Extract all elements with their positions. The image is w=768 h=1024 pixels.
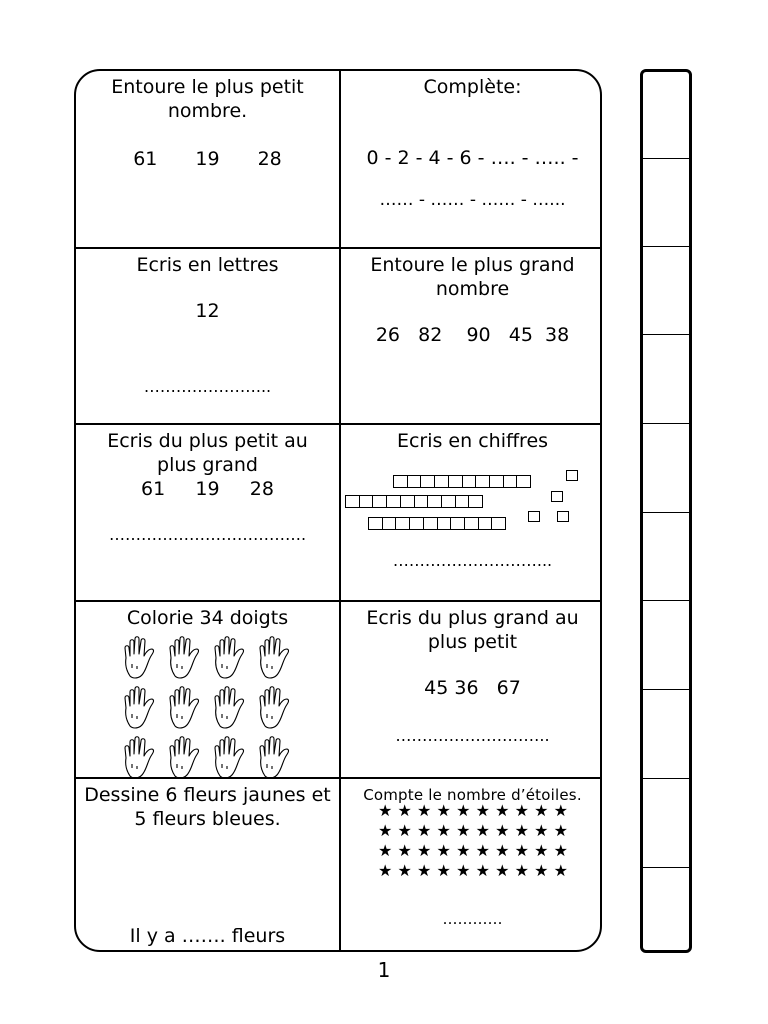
star-icon: ★	[456, 821, 471, 840]
score-divider	[643, 158, 689, 159]
tens-bar	[368, 517, 506, 530]
hand-icon[interactable]	[164, 636, 204, 680]
star-icon: ★	[553, 821, 568, 840]
answer-line[interactable]: …………………...	[143, 377, 272, 396]
star-icon: ★	[475, 821, 490, 840]
star-icon: ★	[475, 841, 490, 860]
answer-line[interactable]: …………	[442, 910, 503, 928]
star-icon: ★	[514, 801, 529, 820]
star-icon: ★	[553, 861, 568, 880]
exercise-title: Colorie 34 doigts	[126, 607, 289, 629]
hand-icon[interactable]	[254, 686, 294, 730]
answer-line[interactable]: Il y a ……. fleurs	[129, 925, 286, 947]
star-icon: ★	[475, 801, 490, 820]
star-icon: ★	[397, 801, 412, 820]
number-to-write: 12	[195, 300, 220, 322]
star-icon: ★	[475, 861, 490, 880]
star-icon: ★	[378, 821, 393, 840]
star-icon: ★	[534, 821, 549, 840]
sequence-line[interactable]: 0 - 2 - 4 - 6 - …. - ….. -	[366, 147, 579, 169]
star-icon: ★	[417, 801, 432, 820]
hand-icon[interactable]	[119, 636, 159, 680]
star-icon: ★	[514, 861, 529, 880]
hand-icon[interactable]	[209, 736, 249, 780]
star-icon: ★	[534, 801, 549, 820]
hand-icon[interactable]	[254, 736, 294, 780]
answer-line[interactable]: ………………………...	[392, 551, 553, 570]
stars-block	[378, 801, 568, 881]
exercise-sort-ascending	[76, 429, 339, 547]
exercise-title: Dessine 6 fleurs jaunes et 5 fleurs bleues.	[84, 784, 331, 830]
score-divider	[643, 867, 689, 868]
exercise-title: Entoure le plus grand nombre	[370, 254, 575, 300]
tens-bar	[345, 495, 483, 508]
exercise-sort-descending	[341, 606, 604, 748]
score-divider	[643, 778, 689, 779]
star-row	[378, 841, 568, 861]
exercise-write-in-digits	[341, 429, 604, 599]
star-icon: ★	[417, 861, 432, 880]
star-row	[378, 861, 568, 881]
star-icon: ★	[436, 821, 451, 840]
score-divider	[643, 689, 689, 690]
exercise-title: Ecris du plus petit au plus grand	[107, 430, 308, 476]
hand-icon[interactable]	[119, 736, 159, 780]
answer-line[interactable]: ……………………………….	[108, 525, 307, 544]
star-icon: ★	[495, 801, 510, 820]
page-number: 1	[377, 958, 391, 982]
hand-icon[interactable]	[119, 686, 159, 730]
exercise-color-fingers	[76, 606, 339, 776]
hand-icon[interactable]	[209, 686, 249, 730]
star-icon: ★	[436, 801, 451, 820]
numbers-to-sort: 61 19 28	[141, 478, 274, 500]
score-divider	[643, 512, 689, 513]
score-column	[640, 69, 692, 953]
hand-icon[interactable]	[164, 686, 204, 730]
star-row	[378, 801, 568, 821]
exercise-write-in-letters	[76, 253, 339, 399]
score-divider	[643, 246, 689, 247]
star-icon: ★	[514, 841, 529, 860]
star-icon: ★	[436, 841, 451, 860]
star-icon: ★	[378, 861, 393, 880]
number-option[interactable]: 28	[257, 148, 282, 170]
exercise-title: Ecris en lettres	[136, 254, 279, 276]
exercise-largest-number	[341, 253, 604, 347]
star-icon: ★	[534, 841, 549, 860]
score-divider	[643, 423, 689, 424]
score-divider	[643, 334, 689, 335]
exercise-smallest-number	[76, 75, 339, 171]
star-icon: ★	[495, 841, 510, 860]
tens-bar	[393, 475, 531, 488]
unit-cube	[566, 470, 578, 481]
numbers-to-sort: 45 36 67	[424, 677, 521, 699]
row-divider	[76, 600, 600, 602]
exercise-title: Ecris du plus grand au plus petit	[366, 607, 579, 653]
star-icon: ★	[378, 841, 393, 860]
exercise-complete-sequence	[341, 75, 604, 212]
star-icon: ★	[397, 861, 412, 880]
star-icon: ★	[553, 801, 568, 820]
unit-cube	[557, 511, 569, 522]
row-divider	[76, 423, 600, 425]
star-icon: ★	[378, 801, 393, 820]
star-icon: ★	[397, 821, 412, 840]
hand-icon[interactable]	[254, 636, 294, 680]
exercise-title: Ecris en chiffres	[396, 430, 549, 452]
star-icon: ★	[417, 821, 432, 840]
star-icon: ★	[456, 801, 471, 820]
answer-line[interactable]: ………………………..	[395, 726, 550, 745]
hand-icon[interactable]	[209, 636, 249, 680]
star-icon: ★	[436, 861, 451, 880]
number-options[interactable]: 26 82 90 45 38	[375, 324, 570, 346]
exercise-title: Compte le nombre d’étoiles.	[363, 786, 582, 804]
row-divider	[76, 247, 600, 249]
exercise-title: Entoure le plus petit nombre.	[111, 76, 304, 122]
unit-cube	[551, 491, 563, 502]
star-icon: ★	[456, 861, 471, 880]
star-icon: ★	[495, 861, 510, 880]
number-option[interactable]: 61	[133, 148, 158, 170]
exercise-title: Complète:	[423, 76, 522, 98]
hand-icon[interactable]	[164, 736, 204, 780]
exercise-draw-flowers	[76, 783, 339, 951]
star-icon: ★	[397, 841, 412, 860]
star-icon: ★	[534, 861, 549, 880]
star-icon: ★	[514, 821, 529, 840]
score-divider	[643, 600, 689, 601]
star-icon: ★	[495, 821, 510, 840]
star-row	[378, 821, 568, 841]
star-icon: ★	[417, 841, 432, 860]
star-icon: ★	[553, 841, 568, 860]
unit-cube	[528, 511, 540, 522]
sequence-line[interactable]: …… - …… - …… - …...	[379, 190, 566, 210]
star-icon: ★	[456, 841, 471, 860]
number-option[interactable]: 19	[195, 148, 220, 170]
